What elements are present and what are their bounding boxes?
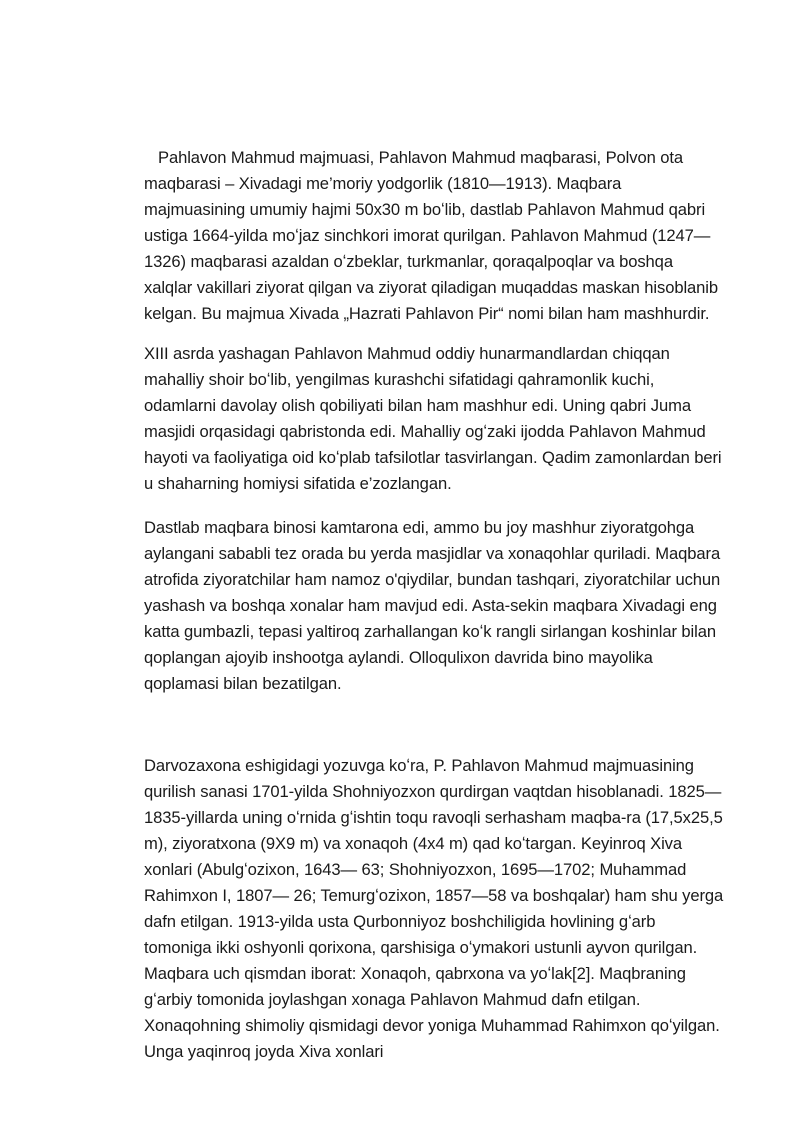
paragraph-early-building: Dastlab maqbara binosi kamtarona edi, ammo bu joy mashhur ziyoratgohga aylangani sababli tez orada bu yerda masjidlar va xonaqohlar quriladi. Maqbara atrofida ziyoratchilar ham namoz o'qiydilar, bundan tashqari, ziyoratchilar uchun yashash va boshqa xonalar ham mavjud edi. Asta-sekin maqbara Xivadagi eng katta gumbazli, tepasi yaltiroq zarhallangan koʻk rangli sirlangan koshinlar bilan qoplangan ajoyib inshootga aylandi. Olloqulixon davrida bino mayolika qoplamasi bilan bezatilgan. bbox=[144, 518, 721, 693]
paragraph-construction-history: Darvozaxona eshigidagi yozuvga koʻra, P. Pahlavon Mahmud majmuasining qurilish sanasi 1701-yilda Shohniyozxon qurdirgan vaqtdan hisoblanadi. 1825—1835-yillarda uning oʻrnida gʻishtin toqu ravoqli serhasham maqba-ra (17,5x25,5 m), ziyoratxona (9X9 m) va xonaqoh (4x4 m) qad koʻtargan. Keyinroq Xiva xonlari (Abulgʻozixon, 1643— 63; Shohniyozxon, 1695—1702; Muhammad Rahimxon I, 1807— 26; Temurgʻozixon, 1857—58 va boshqalar) ham shu yerga dafn etilgan. 1913-yilda usta Qurbonniyoz boshchiligida hovlining gʻarb tomoniga ikki oshyonli qorixona, qarshisiga oʻymakori ustunli ayvon qurilgan. Maqbara uch qismdan iborat: Xonaqoh, qabrxona va yoʻlak[2]. Maqbraning gʻarbiy tomonida joylashgan xonaga Pahlavon Mahmud dafn etilgan. Xonaqohning shimoliy qismidagi devor yoniga Muhammad Rahimxon qoʻyilgan. Unga yaqinroq joyda Xiva xonlari bbox=[144, 756, 724, 1061]
paragraph-introduction: Pahlavon Mahmud majmuasi, Pahlavon Mahmud maqbarasi, Polvon ota maqbarasi – Xivadagi me’moriy yodgorlik (1810—1913). Maqbara majmuasining umumiy hajmi 50x30 m boʻlib, dastlab Pahlavon Mahmud qabri ustiga 1664-yilda moʻjaz sinchkori imorat qurilgan. Pahlavon Mahmud (1247—1326) maqbarasi azaldan oʻzbeklar, turkmanlar, qoraqalpoqlar va boshqa xalqlar vakillari ziyorat qilgan va ziyorat qiladigan muqaddas maskan hisoblanib kelgan. Bu majmua Xivada „Hazrati Pahlavon Pir“ nomi bilan ham mashhurdir. bbox=[144, 148, 719, 323]
paragraph-biography: XIII asrda yashagan Pahlavon Mahmud oddiy hunarmandlardan chiqqan mahalliy shoir boʻlib, yengilmas kurashchi sifatidagi qahramonlik kuchi, odamlarni davolay olish qobiliyati bilan ham mashhur edi. Uning qabri Juma masjidi orqasidagi qabristonda edi. Mahalliy ogʻzaki ijodda Pahlavon Mahmud hayoti va faoliyatiga oid koʻplab tafsilotlar tasvirlangan. Qadim zamonlardan beri u shaharning homiysi sifatida e’zozlangan. bbox=[144, 344, 722, 493]
